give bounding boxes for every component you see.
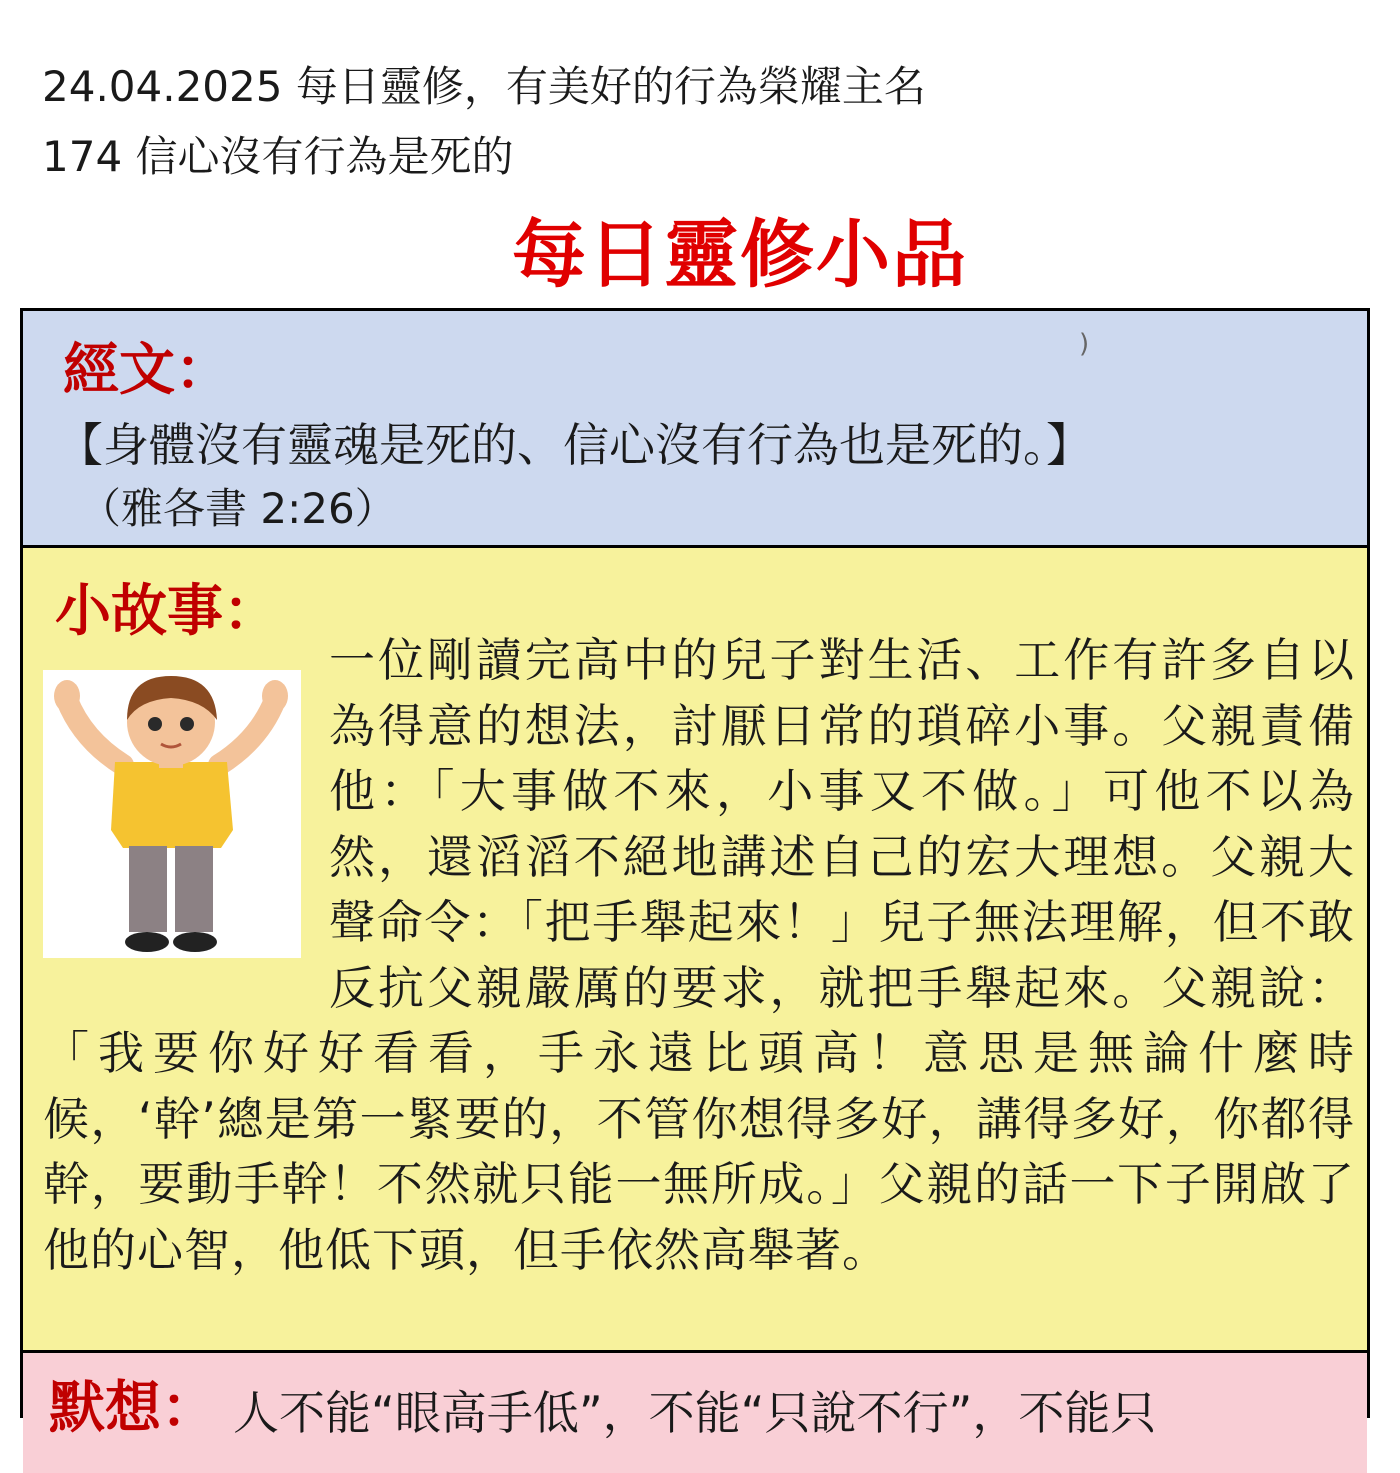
header — [42, 52, 1342, 192]
story-heading: 小故事： — [55, 579, 279, 644]
date-title: 24.04.2025 每日靈修，有美好的行為榮耀主名 — [42, 62, 926, 111]
meditation-text: 人不能“眼高手低”，不能“只說不行”，不能只 — [233, 1386, 1157, 1440]
stray-mark: ) — [1079, 329, 1090, 359]
scripture-heading: 經文： — [63, 338, 231, 403]
scripture-reference: （雅各書 2:26） — [79, 484, 397, 533]
lesson-title: 174 信心沒有行為是死的 — [42, 132, 514, 181]
devotional-frame — [20, 308, 1370, 1441]
story-text: 一位剛讀完高中的兒子對生活、工作有許多自以為得意的想法，討厭日常的瑣碎小事。父親責備他：「大事做不來，小事又不做。」可他不以為然，還滔滔不絕地講述自己的宏大理想。父親大聲命令：「把手舉起來！」兒子無法理解，但不敢反抗父親嚴厲的要求，就把手舉起來。父親說：「我要你好好看看，手永遠比頭高！意思是無論什麼時候，‘幹’總是第一緊要的，不管你想得多好，講得多好，你都得幹，要動手幹！不然就只能一無所成。」父親的話一下子開啟了他的心智，他低下頭，但手依然高舉著。 — [43, 633, 1355, 1277]
story-body — [43, 628, 1355, 1283]
boy-raising-hands-icon — [43, 670, 301, 958]
story-section — [23, 548, 1367, 1353]
page-title: 每日靈修小品 — [512, 212, 968, 298]
scripture-section — [23, 311, 1367, 548]
meditation-section — [23, 1353, 1367, 1473]
scripture-verse: 【身體沒有靈魂是死的、信心沒有行為也是死的。】 — [57, 418, 1092, 472]
meditation-heading: 默想： — [49, 1376, 217, 1441]
